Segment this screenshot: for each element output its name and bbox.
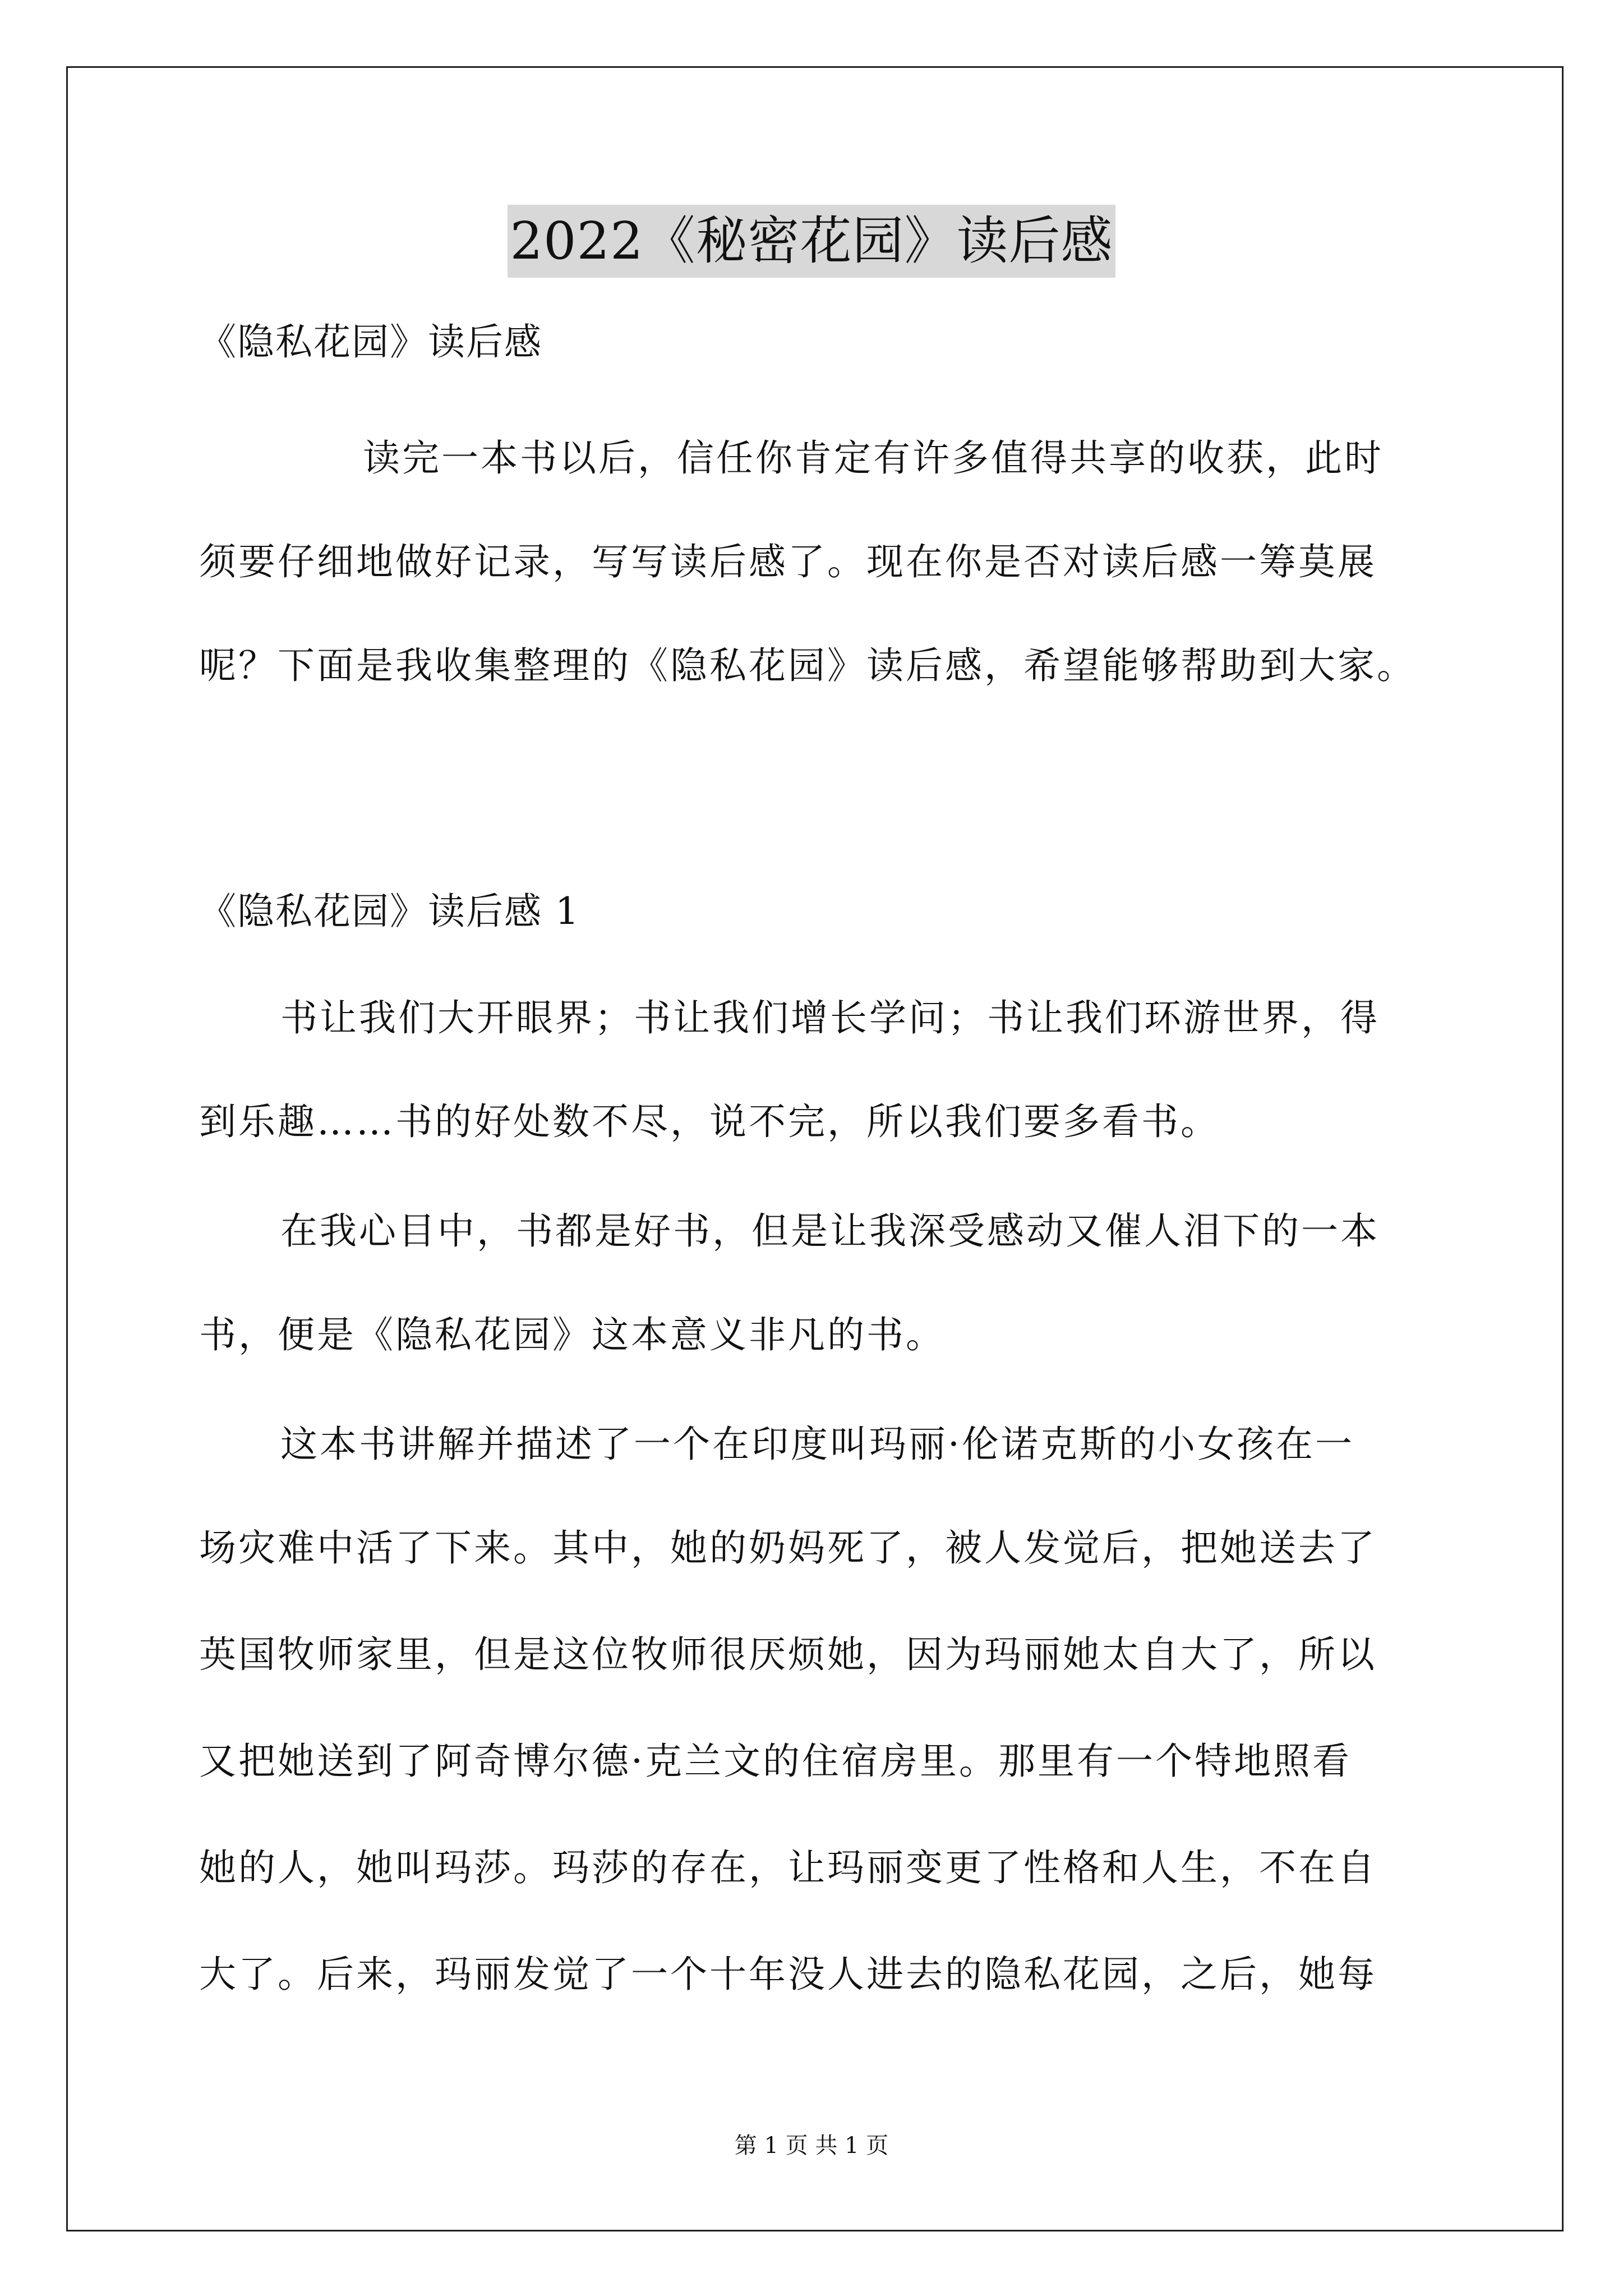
body-line-3: 在我心目中，书都是好书，但是让我深受感动又催人泪下的一本 (280, 1209, 1380, 1253)
body-line-10: 大了。后来，玛丽发觉了一个十年没人进去的隐私花园，之后，她每 (199, 1953, 1377, 1996)
body-line-6: 场灾难中活了下来。其中，她的奶妈死了，被人发觉后，把她送去了 (199, 1526, 1377, 1570)
title-container (0, 205, 1623, 278)
intro-line-2: 须要仔细地做好记录，写写读后感了。现在你是否对读后感一筹莫展 (199, 540, 1377, 583)
body-line-9: 她的人，她叫玛莎。玛莎的存在，让玛丽变更了性格和人生，不在自 (199, 1846, 1377, 1889)
body-line-4: 书，便是《隐私花园》这本意义非凡的书。 (199, 1313, 945, 1356)
heading: 《隐私花园》读后感 (199, 320, 542, 364)
body-line-7: 英国牧师家里，但是这位牧师很厌烦她，因为玛丽她太自大了，所以 (199, 1633, 1377, 1676)
page-footer: 第 1 页 共 1 页 (734, 2133, 889, 2159)
body-line-1: 书让我们大开眼界；书让我们增长学问；书让我们环游世界，得 (280, 996, 1380, 1039)
body-line-8: 又把她送到了阿奇博尔德·克兰文的住宿房里。那里有一个特地照看 (199, 1740, 1352, 1783)
document-title: 2022《秘密花园》读后感 (508, 205, 1115, 278)
section-heading: 《隐私花园》读后感 1 (199, 890, 580, 933)
body-line-5: 这本书讲解并描述了一个在印度叫玛丽·伦诺克斯的小女孩在一 (280, 1423, 1354, 1466)
intro-line-1: 读完一本书以后，信任你肯定有许多值得共享的收获，此时 (363, 436, 1384, 480)
intro-line-3: 呢？下面是我收集整理的《隐私花园》读后感，希望能够帮助到大家。 (199, 644, 1416, 687)
body-line-2: 到乐趣……书的好处数不尽，说不完，所以我们要多看书。 (199, 1100, 1220, 1143)
